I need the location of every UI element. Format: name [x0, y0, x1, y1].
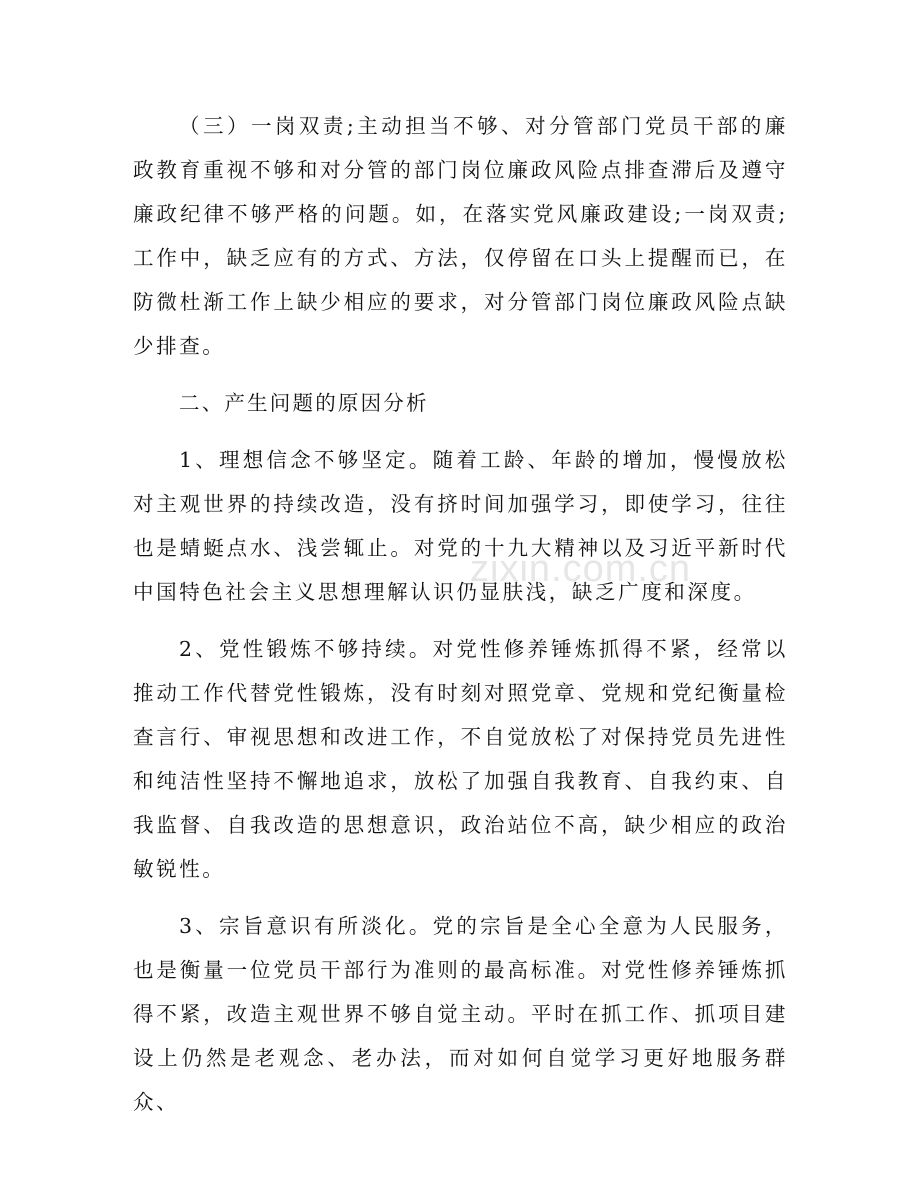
paragraph-responsibility: （三）一岗双责;主动担当不够、对分管部门党员干部的廉政教育重视不够和对分管的部门岗位廉政风险点排查滞后及遵守廉政纪律不够严格的问题。如，在落实党风廉政建设;一岗双责;工作中，缺乏应有的方式、方法，仅停留在口头上提醒而已，在防微杜渐工作上缺少相应的要求，对分管部门岗位廉政风险点缺少排查。 — [133, 114, 788, 358]
section-heading-causes: 二、产生问题的原因分析 — [179, 391, 429, 415]
paragraph-cause-3: 3、宗旨意识有所淡化。党的宗旨是全心全意为人民服务，也是衡量一位党员干部行为准则的最高标准。对党性修养锤炼抓得不紧，改造主观世界不够自觉主动。平时在抓工作、抓项目建设上仍然是老观念、老办法，而对如何自觉学习更好地服务群众、 — [133, 914, 788, 1114]
document-body — [133, 104, 788, 1124]
watermark: zixin.com.cn — [470, 548, 692, 590]
paragraph-cause-2: 2、党性锻炼不够持续。对党性修养锤炼抓得不紧，经常以推动工作代替党性锻炼，没有时刻对照党章、党规和党纪衡量检查言行、审视思想和改进工作，不自觉放松了对保持党员先进性和纯洁性坚持不懈地追求，放松了加强自我教育、自我约束、自我监督、自我改造的思想意识，政治站位不高，缺少相应的政治敏锐性。 — [133, 637, 788, 881]
paragraph-cause-1: 1、理想信念不够坚定。随着工龄、年龄的增加，慢慢放松对主观世界的持续改造，没有挤时间加强学习，即使学习，往往也是蜻蜓点水、浅尝辄止。对党的十九大精神以及习近平新时代中国特色社会主义思想理解认识仍显肤浅，缺乏广度和深度。 — [133, 448, 788, 604]
